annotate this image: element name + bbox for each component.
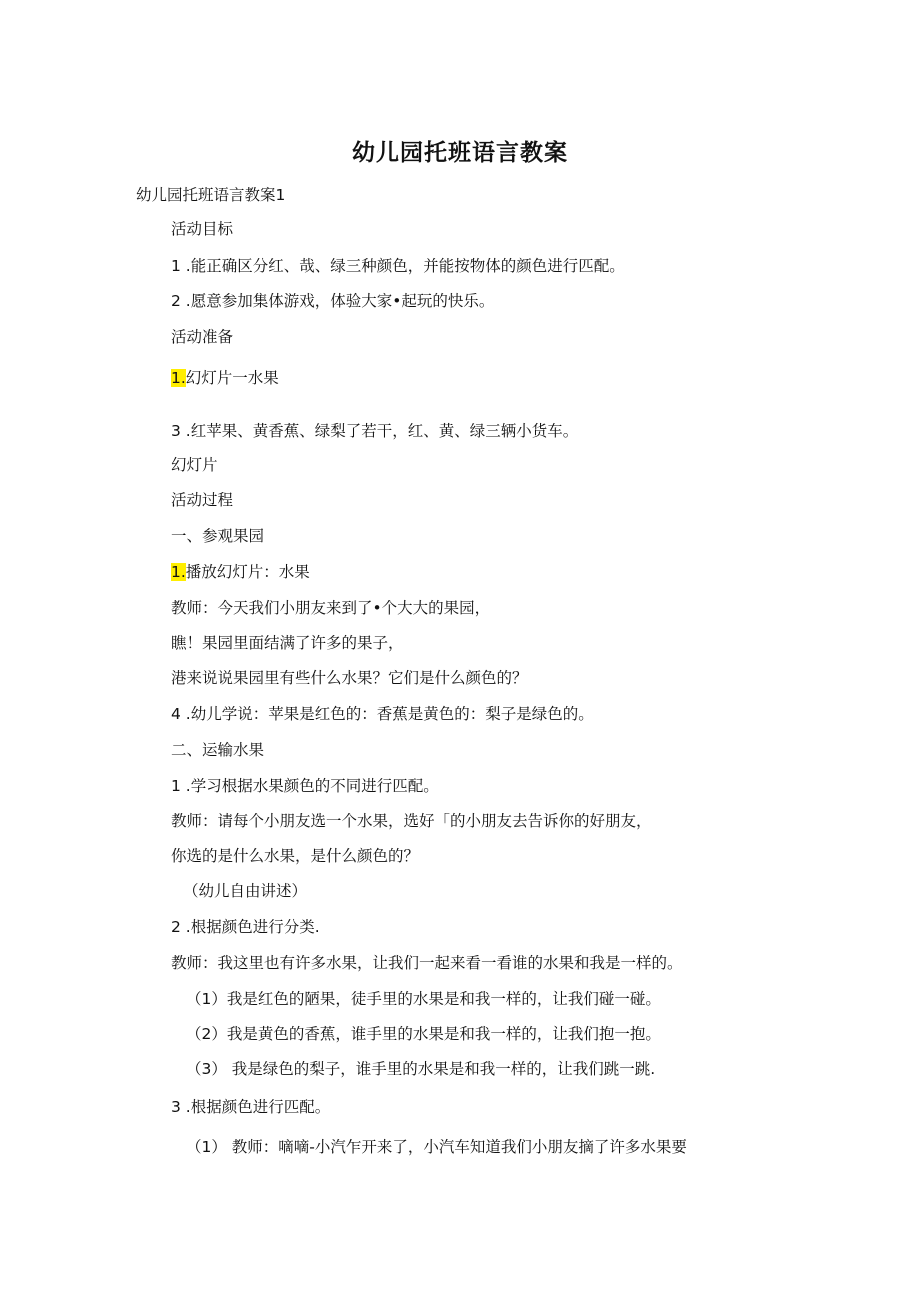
subsection-heading: 一、参观果园 (171, 527, 265, 545)
preparation-item-text: 幻灯片一水果 (185, 369, 279, 387)
sub-item: （2）我是黄色的香蕉，谁手里的水果是和我一样的，让我们抱一抱。 (186, 1025, 661, 1043)
section-heading-preparation: 活动准备 (171, 328, 234, 346)
paragraph: 幻灯片 (171, 456, 218, 474)
paragraph: 瞧！果园里面结满了许多的果子， (171, 634, 404, 652)
goal-item: 2 .愿意参加集体游戏，体验大家•起玩的快乐。 (171, 292, 495, 310)
section-heading-goals: 活动目标 (171, 220, 234, 238)
process-item: 1 .学习根据水果颜色的不同进行匹配。 (171, 777, 439, 795)
highlight-mark: 1. (171, 563, 186, 581)
paragraph: 教师：我这里也有许多水果，让我们一起来看一看谁的水果和我是一样的。 (171, 954, 683, 972)
sub-item: （1） 教师：嘀嘀-小汽乍开来了，小汽车知道我们小朋友摘了许多水果要 (186, 1138, 687, 1156)
process-item (171, 561, 310, 583)
sub-item: （1）我是红色的陋果，徒手里的水果是和我一样的，让我们碰一碰。 (186, 990, 661, 1008)
paragraph: （幼儿自由讲述） (183, 882, 308, 900)
document-title: 幼儿园托班语言教案 (352, 140, 568, 166)
document-subtitle: 幼儿园托班语言教案1 (136, 186, 286, 204)
section-heading-process: 活动过程 (171, 491, 234, 509)
preparation-item: 3 .红苹果、黄香蕉、绿梨了若干，红、黄、绿三辆小货车。 (171, 422, 579, 440)
process-item: 2 .根据颜色进行分类. (171, 918, 320, 936)
sub-item: （3） 我是绿色的梨子，谁手里的水果是和我一样的，让我们跳一跳. (186, 1060, 656, 1078)
paragraph: 你选的是什么水果，是什么颜色的？ (171, 847, 420, 865)
paragraph: 港来说说果园里有些什么水果？它们是什么颜色的？ (171, 669, 528, 687)
subsection-heading: 二、运输水果 (171, 741, 265, 759)
paragraph: 教师：请每个小朋友选一个水果，选好「的小朋友去告诉你的好朋友， (171, 812, 652, 830)
process-item: 3 .根据颜色进行匹配。 (171, 1098, 331, 1116)
process-item: 4 .幼儿学说：苹果是红色的：香蕉是黄色的：梨子是绿色的。 (171, 705, 594, 723)
paragraph: 教师：今天我们小朋友来到了•个大大的果园， (171, 599, 491, 617)
preparation-item (171, 367, 279, 389)
highlight-mark: 1. (171, 369, 186, 387)
goal-item: 1 .能正确区分红、哉、绿三种颜色，并能按物体的颜色进行匹配。 (171, 257, 625, 275)
process-item-text: 播放幻灯片：水果 (185, 563, 310, 581)
